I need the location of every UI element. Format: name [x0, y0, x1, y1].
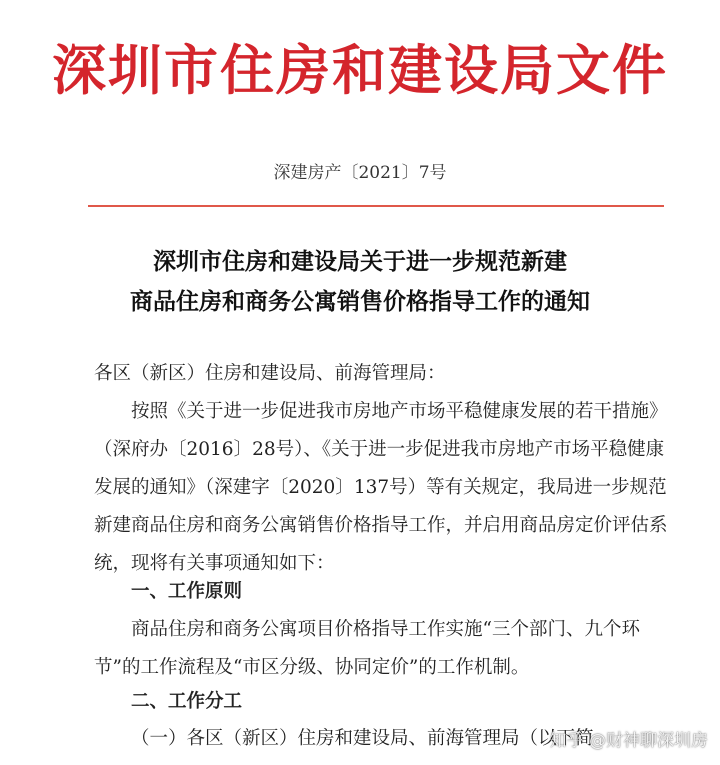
- issuer-header-title: 深圳市住房和建设局文件: [52, 39, 668, 102]
- division-item-1: （一）各区（新区）住房和建设局、前海管理局（以下简: [131, 728, 594, 749]
- section-heading-principles: 一、工作原则: [131, 581, 243, 602]
- notice-title-line-1: 深圳市住房和建设局关于进一步规范新建: [153, 249, 567, 275]
- header-divider: [88, 205, 664, 207]
- section-heading-division: 二、工作分工: [131, 691, 243, 712]
- principles-paragraph: 商品住房和商务公寓项目价格指导工作实施“三个部门、九个环节”的工作流程及“市区分级、协同定价”的工作机制。: [94, 619, 640, 678]
- notice-title: [0, 242, 720, 322]
- addressee-line: 各区（新区）住房和建设局、前海管理局：: [94, 363, 446, 384]
- document-number: 深建房产〔2021〕7号: [273, 163, 447, 183]
- intro-paragraph: 按照《关于进一步促进我市房地产市场平稳健康发展的若干措施》（深府办〔2016〕28号）、《关于进一步促进我市房地产市场平稳健康发展的通知》（深建字〔2020〕137号）等有关规定，我局进一步规范新建商品住房和商务公寓销售价格指导工作，并启用商品房定价评估系统，现将有关事项通知如下：: [94, 401, 668, 574]
- source-watermark: 知乎 @财神聊深圳房: [549, 731, 708, 751]
- notice-title-line-2: 商品住房和商务公寓销售价格指导工作的通知: [130, 289, 590, 315]
